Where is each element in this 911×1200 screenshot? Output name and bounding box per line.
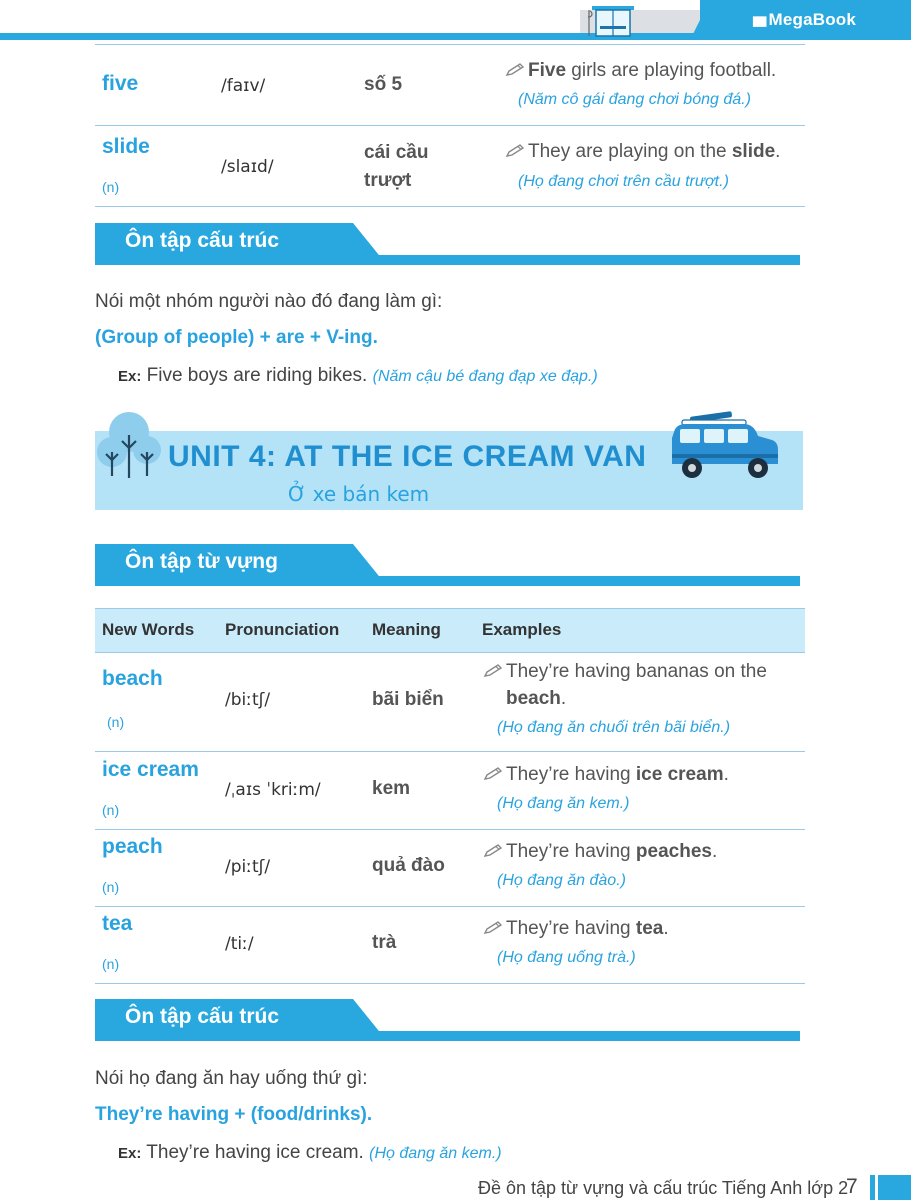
van-icon: [668, 408, 783, 483]
pencil-icon: [505, 144, 525, 158]
vocab-part-of-speech: (n): [102, 802, 120, 818]
vocab-example: They’re having ice cream.: [483, 761, 729, 788]
vocab-part-of-speech: (n): [102, 879, 120, 895]
section-header-structure: Ôn tập cấu trúc: [95, 999, 800, 1041]
vocab-example: They’re having bananas on the beach.: [483, 658, 803, 712]
vocab-part-of-speech: (n): [107, 714, 125, 730]
vocab-pronunciation: /piːtʃ/: [225, 857, 271, 877]
vocab-meaning: quả đào: [372, 855, 445, 876]
bus-stop-icon: [588, 2, 638, 40]
pencil-icon: [483, 921, 503, 935]
footer-accent-bar: [870, 1175, 875, 1200]
vocab-meaning: số 5: [364, 74, 403, 95]
vocab-example: Five girls are playing football.: [505, 57, 776, 84]
structure-intro: Nói họ đang ăn hay uống thứ gì:: [95, 1068, 368, 1089]
vocab-translation: (Họ đang uống trà.): [497, 949, 636, 966]
book-stack-icon: ▮▮▮: [752, 13, 765, 28]
vocab-translation: (Họ đang chơi trên cầu trượt.): [518, 173, 729, 190]
vocab-meaning: kem: [372, 778, 411, 799]
vocab-meaning: trà: [372, 932, 397, 953]
row-divider: [95, 906, 805, 907]
vocab-meaning: bãi biển: [372, 689, 444, 710]
vocab-pronunciation: /tiː/: [225, 934, 254, 954]
pencil-icon: [483, 844, 503, 858]
column-header-pronunciation: Pronunciation: [225, 620, 340, 639]
footer-accent-block: [878, 1175, 911, 1200]
vocab-word: ice cream: [102, 758, 199, 781]
structure-formula: They’re having + (food/drinks).: [95, 1104, 373, 1125]
brand-logo: ▮▮▮ MegaBook: [752, 10, 857, 29]
unit-subtitle: Ở xe bán kem: [288, 482, 430, 506]
structure-formula: (Group of people) + are + V-ing.: [95, 327, 378, 348]
unit-title: UNIT 4: AT THE ICE CREAM VAN: [168, 440, 647, 473]
row-divider: [95, 44, 805, 45]
vocab-pronunciation: /slaɪd/: [221, 157, 274, 177]
structure-intro: Nói một nhóm người nào đó đang làm gì:: [95, 291, 443, 312]
vocab-part-of-speech: (n): [102, 956, 120, 972]
vocab-word: tea: [102, 912, 133, 935]
vocab-word: peach: [102, 835, 163, 858]
structure-example: Ex: They’re having ice cream. (Họ đang ăn kem.): [118, 1142, 502, 1163]
column-header-meaning: Meaning: [372, 620, 441, 639]
footer-text: Đề ôn tập từ vựng và cấu trúc Tiếng Anh lớp 2: [478, 1178, 849, 1198]
vocab-pronunciation: /ˌaɪs ˈkriːm/: [225, 780, 321, 800]
vocab-part-of-speech: (n): [102, 179, 120, 195]
vocab-meaning: cái cầu trượt: [364, 142, 429, 191]
row-divider: [95, 751, 805, 752]
row-divider: [95, 829, 805, 830]
vocab-example: They’re having tea.: [483, 915, 669, 942]
vocab-word: five: [102, 72, 139, 95]
vocab-word: slide: [102, 135, 150, 158]
row-divider: [95, 206, 805, 207]
vocab-example: They’re having peaches.: [483, 838, 717, 865]
row-divider: [95, 125, 805, 126]
vocab-translation: (Họ đang ăn chuối trên bãi biển.): [497, 719, 731, 736]
column-header-examples: Examples: [482, 620, 562, 639]
column-header-new-words: New Words: [102, 620, 195, 639]
pencil-icon: [483, 664, 503, 678]
pencil-icon: [483, 767, 503, 781]
page-number: 7: [846, 1175, 858, 1198]
vocab-pronunciation: /biːtʃ/: [225, 690, 271, 710]
trees-icon: [95, 410, 165, 485]
section-header-vocabulary: Ôn tập từ vựng: [95, 544, 800, 586]
vocab-pronunciation: /faɪv/: [221, 76, 266, 96]
table-header-row: [95, 608, 805, 653]
pencil-icon: [505, 63, 525, 77]
vocab-translation: (Họ đang ăn kem.): [497, 795, 630, 812]
section-header-structure: Ôn tập cấu trúc: [95, 223, 800, 265]
vocab-translation: (Năm cô gái đang chơi bóng đá.): [518, 91, 751, 108]
vocab-translation: (Họ đang ăn đào.): [497, 872, 626, 889]
vocab-word: beach: [102, 667, 163, 690]
structure-example: Ex: Five boys are riding bikes. (Năm cậu bé đang đạp xe đạp.): [118, 365, 598, 386]
row-divider: [95, 983, 805, 984]
vocab-example: They are playing on the slide.: [505, 138, 780, 165]
